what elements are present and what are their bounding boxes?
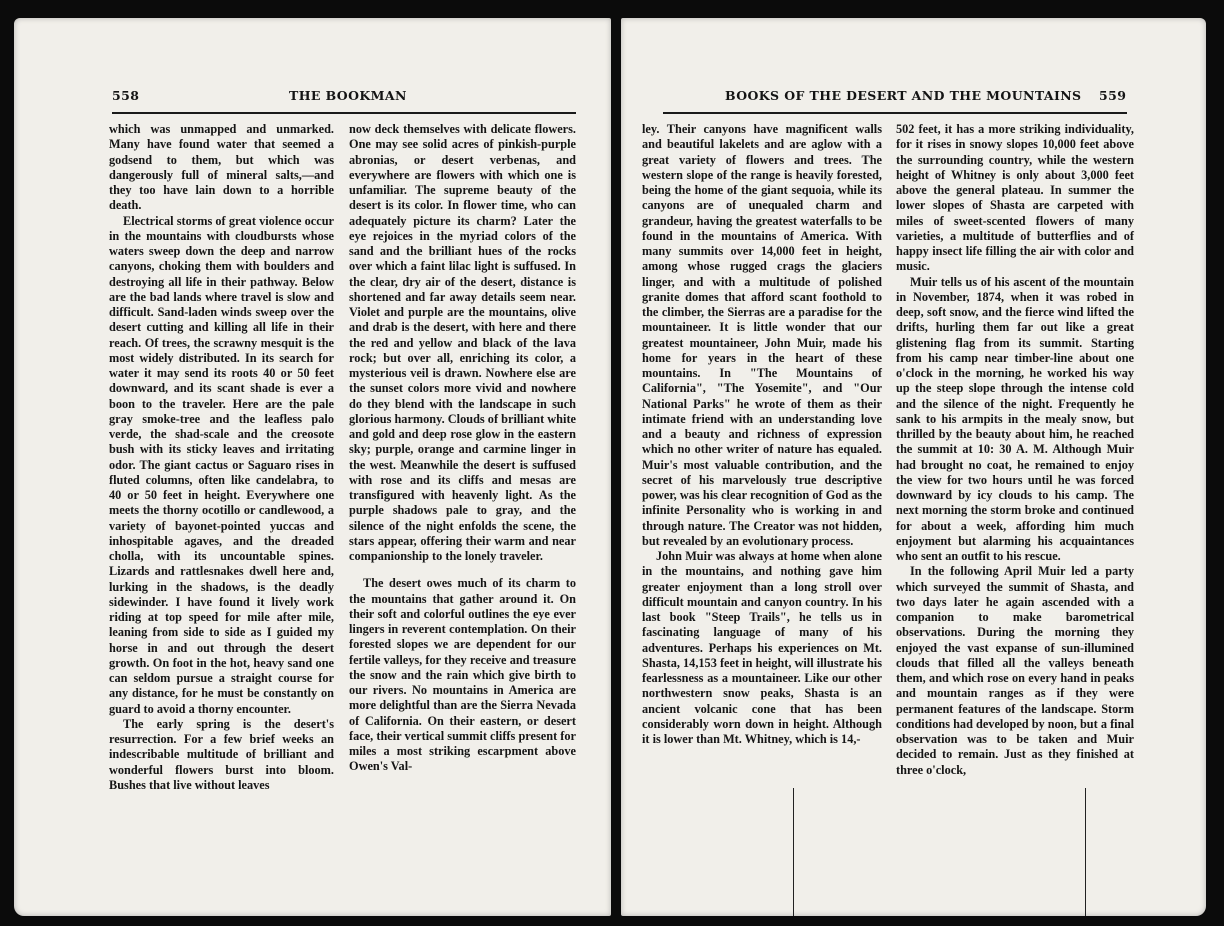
left-page-header [14,88,611,108]
right-page-header [621,88,1206,108]
paragraph: In the following April Muir led a party which surveyed the summit of Shasta, and two days later he again ascended with a companion to make barometrical observations. During the morning they enjoyed the vast expanse of sun-illumined clouds that filled all the valleys beneath them, and which rose on every hand in peaks and mountain ranges as if they were permanent features of the landscape. Storm conditions had developed by noon, but a final observation was to be taken and Muir decided to remain. Just as they finished at three o'clock, [896,564,1134,777]
paragraph: The desert owes much of its charm to the mountains that gather around it. On their soft and colorful outlines the eye ever lingers in reverent contemplation. On their forested slopes we are dependent for our fertile valleys, for they receive and treasure the snow and the rain which give birth to our rivers. No mountains in America are more delightful than are the Sierra Nevada of California. On their eastern, or desert face, their vertical summit cliffs present for miles a most striking escarpment above Owen's Val- [349,576,576,774]
scan-line [793,788,794,916]
header-rule [663,112,1127,114]
left-page-column-1 [109,122,334,793]
page-number: 558 [112,88,140,103]
page-number: 559 [1099,88,1127,103]
paragraph: which was unmapped and unmarked. Many have found water that seemed a godsend to them, but which was dangerously full of mineral salts,—and they too have lain down to a horrible death. [109,122,334,213]
scan-line [1085,788,1086,916]
running-title: THE BOOKMAN [289,88,407,103]
running-title: BOOKS OF THE DESERT AND THE MOUNTAINS [725,88,1082,103]
right-page [621,18,1206,916]
right-page-column-1 [642,122,882,747]
paragraph: Muir tells us of his ascent of the mountain in November, 1874, when it was robed in deep, soft snow, and the fierce wind lifted the drifts, hurling them far out like a great glistening flag from its summit. Starting from his camp near timber-line about one o'clock in the morning, he worked his way up the steep slope through the intense cold and the silence of the night. Frequently he sank to his armpits in the mealy snow, but thrilled by the beauty about him, he reached the summit at 10: 30 A. M. Although Muir had brought no coat, he remained to enjoy the view for two hours until he was forced downward by icy clouds to his camp. The next morning the storm broke and continued for about a week, affording him much enjoyment but alarming his acquaintances who sent an outfit to his rescue. [896,274,1134,563]
paragraph: John Muir was always at home when alone in the mountains, and nothing gave him greater enjoyment than a long stroll over difficult mountain and canyon country. In his last book "Steep Trails", he tells us in fascinating language of many of his adventures. Perhaps his experiences on Mt. Shasta, 14,153 feet in height, will illustrate his fearlessness as a mountaineer. Like our other northwestern snow peaks, Shasta is an ancient volcanic cone that has been considerably worn down in height. Although it is lower than Mt. Whitney, which is 14,- [642,549,882,746]
paragraph: Electrical storms of great violence occur in the mountains with cloudbursts whose waters sweep down the deep and narrow canyons, choking them with boulders and destroying all life in their pathway. Below are the bad lands where travel is slow and difficult. Sand-laden winds sweep over the desert cutting and killing all life in their reach. Of trees, the scrawny mesquit is the most widely distributed. In its search for water it may send its roots 40 or 50 feet downward, and its scant shade is ever a boon to the traveler. Here are the pale gray smoke-tree and the leafless palo verde, the shad-scale and the creosote bush with its sticky leaves and irritating odor. The giant cactus or Saguaro rises in fluted columns, often like candelabra, to 40 or 50 feet in height. Everywhere one meets the thorny ocotillo or candlewood, a variety of bayonet-pointed yuccas and inhospitable agaves, and the dreaded cholla, with its uncountable spines. Lizards and rattlesnakes dwell here and, lurking in the shadows, is the deadly sidewinder. I have found it lively work riding at top speed for mile after mile, leaning from side to side as I guided my horse in and out through the desert growth. On foot in the hot, heavy sand one can seldom pursue a straight course for any distance, for he must be constantly on guard to avoid a thorny encounter. [109,213,334,716]
left-page-column-2 [349,122,576,775]
paragraph: now deck themselves with delicate flowers. One may see solid acres of pinkish-purple abronias, or desert verbenas, and everywhere are flowers with which one is unfamiliar. The supreme beauty of the desert is its color. In flower time, who can adequately picture its charm? Later the eye rejoices in the myriad colors of the sand and the brilliant hues of the rocks over which a faint lilac light is suffused. In the clear, dry air of the desert, distance is shortened and far away details seem near. Violet and purple are the mountains, olive and drab is the desert, with here and there the red and yellow and black of the lava rock; but over all, enriching its color, a mysterious veil is drawn. Nowhere else are the sunset colors more vivid and nowhere do they blend with the landscape in such glorious harmony. Clouds of brilliant white and gold and deep rose glow in the eastern sky; purple, orange and carmine linger in the west. Meanwhile the desert is suffused with rose and its cliffs and mesas are transfigured with heavenly light. As the purple shadows pale to gray, and the silence of the night enfolds the scene, the stars appear, offering their warm and near companionship to the lonely traveler. [349,122,576,563]
header-rule [112,112,576,114]
right-page-column-2 [896,122,1134,778]
paragraph: ley. Their canyons have magnificent walls and beautiful lakelets and are aglow with a great variety of flowers and trees. The western slope of the range is heavily forested, being the home of the giant sequoia, while its canyons are of unequaled charm and grandeur, having the greatest waterfalls to be found in the mountains of America. With many summits over 14,000 feet in height, among whose rugged crags the glaciers linger, and with a multitude of polished granite domes that afford scant foothold to the climber, the Sierras are a paradise for the mountaineer. It is little wonder that our greatest mountaineer, John Muir, made his home for years in the heart of these mountains. In "The Mountains of California", "The Yosemite", and "Our National Parks" he wrote of them as their intimate friend with an understanding love and a beauty and richness of expression which no other writer of nature has equaled. Muir's most valuable contribution, and the secret of his marvelously true descriptive power, was his clear recognition of God as the infinite Personality who is working in and through nature. The Creator was not hidden, but revealed by an evolutionary process. [642,122,882,548]
paragraph: 502 feet, it has a more striking individuality, for it rises in snowy slopes 10,000 feet above the surrounding country, while the western height of Whitney is only about 3,000 feet above the general plateau. In summer the lower slopes of Shasta are carpeted with miles of sweet-scented flowers of many varieties, a multitude of butterflies and of happy insect life filling the air with color and music. [896,122,1134,274]
paragraph: The early spring is the desert's resurrection. For a few brief weeks an indescribable multitude of brilliant and wonderful flowers burst into bloom. Bushes that live without leaves [109,716,334,792]
left-page [14,18,611,916]
